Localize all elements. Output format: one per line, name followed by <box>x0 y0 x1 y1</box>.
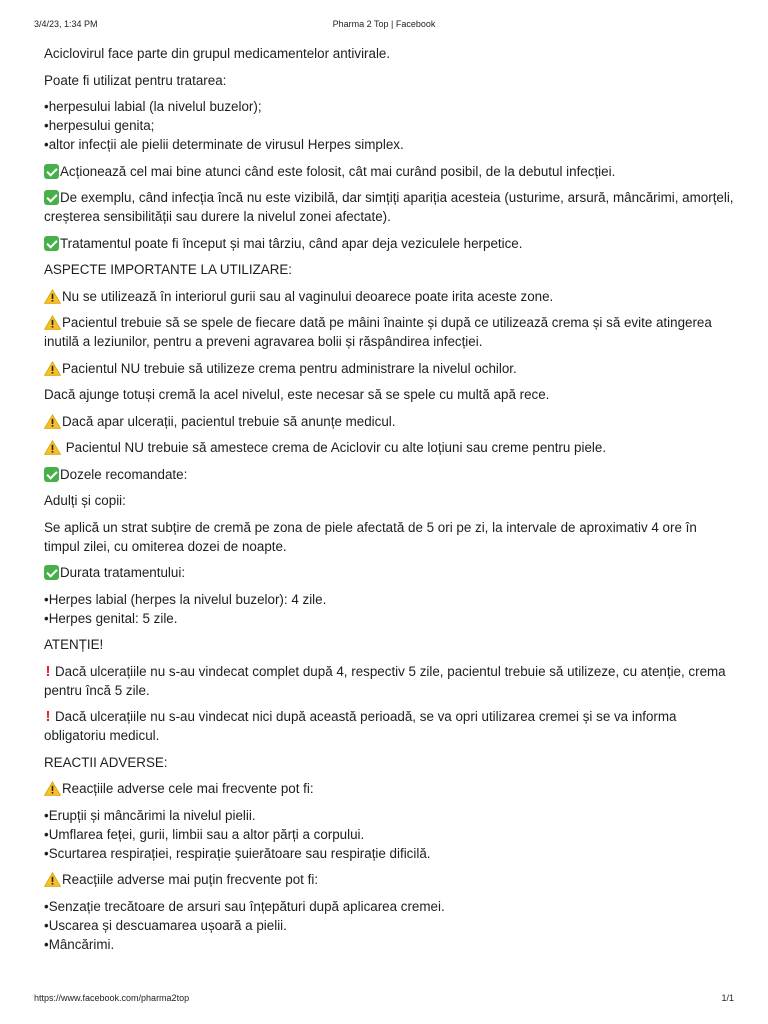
list-item: •Senzație trecătoare de arsuri sau înțepături după aplicarea cremei. <box>44 898 445 914</box>
check-paragraph <box>44 465 734 484</box>
duration-list <box>44 590 734 628</box>
warning-icon <box>44 440 61 455</box>
print-date: 3/4/23, 1:34 PM <box>34 19 98 29</box>
section-heading: ASPECTE IMPORTANTE LA UTILIZARE: <box>44 262 293 277</box>
list-item: •herpesului genita; <box>44 118 155 133</box>
list-item: •Herpes genital: 5 zile. <box>44 610 178 626</box>
red-exclamation-icon: ! <box>45 662 51 680</box>
exclamation-paragraph <box>44 662 734 700</box>
list-item: •Herpes labial (herpes la nivelul buzelor): 4 zile. <box>44 591 327 607</box>
paragraph-text: Acționează cel mai bine atunci când este folosit, cât mai curând posibil, de la debutul infecției. <box>60 163 616 179</box>
paragraph-text: Reacțiile adverse cele mai frecvente pot fi: <box>62 781 314 796</box>
paragraph: Adulți și copii: <box>44 493 126 508</box>
paragraph-text: Dozele recomandate: <box>60 466 188 482</box>
paragraph-text: Dacă ulcerațiile nu s-au vindecat complet după 4, respectiv 5 zile, pacientul trebuie să utilizeze, cu atenție, crema pentru încă 5 zile. <box>44 663 726 698</box>
paragraph-text: Pacientul trebuie să se spele de fiecare dată pe mâini înainte și după ce utilizează crema și să evite atingerea inutilă a leziunilor, pentru a preveni agravarea bolii și răspândirea infecției. <box>44 315 712 349</box>
check-mark-button-icon <box>44 236 59 251</box>
print-page-title: Pharma 2 Top | Facebook <box>332 19 436 29</box>
print-footer <box>0 990 768 1010</box>
check-paragraph <box>44 162 734 181</box>
page-number: 1/1 <box>721 993 734 1003</box>
check-mark-button-icon <box>44 164 59 179</box>
warning-icon <box>44 414 61 429</box>
warning-icon <box>44 781 61 796</box>
check-mark-button-icon <box>44 467 59 482</box>
list-item: •Mâncărimi. <box>44 936 115 952</box>
warning-paragraph <box>44 287 734 306</box>
post-content <box>44 44 734 961</box>
warning-paragraph <box>44 870 734 889</box>
paragraph-text: Dacă apar ulcerații, pacientul trebuie să anunțe medicul. <box>62 413 396 429</box>
print-header <box>0 0 768 40</box>
list-item: •Erupții și mâncărimi la nivelul pielii. <box>44 807 256 823</box>
paragraph-text: Pacientul NU trebuie să amestece crema de Aciclovir cu alte loțiuni sau creme pentru piele. <box>62 440 607 455</box>
paragraph-text: Durata tratamentului: <box>60 565 186 580</box>
warning-icon <box>44 872 61 887</box>
check-mark-button-icon <box>44 190 59 205</box>
warning-icon <box>44 289 61 304</box>
frequent-reactions-list <box>44 806 734 863</box>
paragraph-text: Dacă ulcerațiile nu s-au vindecat nici după această perioadă, se va opri utilizarea cremei și se va informa obligatoriu medicul. <box>44 709 677 743</box>
list-item: •Umflarea feței, gurii, limbii sau a altor părți a corpului. <box>44 826 365 842</box>
warning-paragraph <box>44 359 734 378</box>
paragraph: Poate fi utilizat pentru tratarea: <box>44 72 227 88</box>
list-item: •herpesului labial (la nivelul buzelor); <box>44 99 262 114</box>
less-frequent-reactions-list <box>44 897 734 954</box>
check-paragraph <box>44 563 734 582</box>
paragraph-text: Reacțiile adverse mai puțin frecvente pot fi: <box>62 872 319 887</box>
list-item: •Uscarea și descuamarea ușoară a pielii. <box>44 917 287 933</box>
warning-paragraph <box>44 313 734 351</box>
warning-paragraph <box>44 412 734 431</box>
warning-icon <box>44 315 61 330</box>
paragraph: Dacă ajunge totuși cremă la acel nivelul, este necesar să se spele cu multă apă rece. <box>44 387 550 402</box>
check-paragraph <box>44 188 734 226</box>
paragraph-text: Pacientul NU trebuie să utilizeze crema pentru administrare la nivelul ochilor. <box>62 360 517 376</box>
paragraph-text: Nu se utilizează în interiorul gurii sau al vaginului deoarece poate irita aceste zone. <box>62 288 554 304</box>
paragraph-text: Tratamentul poate fi început și mai târziu, când apar deja veziculele herpetice. <box>60 235 523 251</box>
list-item: •altor infecții ale pielii determinate de virusul Herpes simplex. <box>44 137 404 152</box>
check-mark-button-icon <box>44 565 59 580</box>
indications-list <box>44 97 734 154</box>
check-paragraph <box>44 234 734 253</box>
paragraph-text: De exemplu, când infecția încă nu este vizibilă, dar simțiți apariția acesteia (usturime, arsură, mâncărimi, amorțeli, creșterea sensibilității sau durere la nivelul zonei afectate). <box>44 190 734 224</box>
warning-paragraph <box>44 438 734 457</box>
page-url: https://www.facebook.com/pharma2top <box>34 993 190 1003</box>
red-exclamation-icon: ! <box>45 708 51 725</box>
exclamation-paragraph <box>44 707 734 745</box>
paragraph: Se aplică un strat subțire de cremă pe zona de piele afectată de 5 ori pe zi, la intervale de aproximativ 4 ore în timpul zilei, cu omiterea dozei de noapte. <box>44 519 697 554</box>
list-item: •Scurtarea respirației, respirație șuierătoare sau respirație dificilă. <box>44 845 431 861</box>
warning-icon <box>44 361 61 376</box>
warning-paragraph <box>44 779 734 798</box>
section-heading: REACTII ADVERSE: <box>44 754 168 770</box>
section-heading: ATENȚIE! <box>44 637 104 652</box>
paragraph: Aciclovirul face parte din grupul medicamentelor antivirale. <box>44 46 391 61</box>
